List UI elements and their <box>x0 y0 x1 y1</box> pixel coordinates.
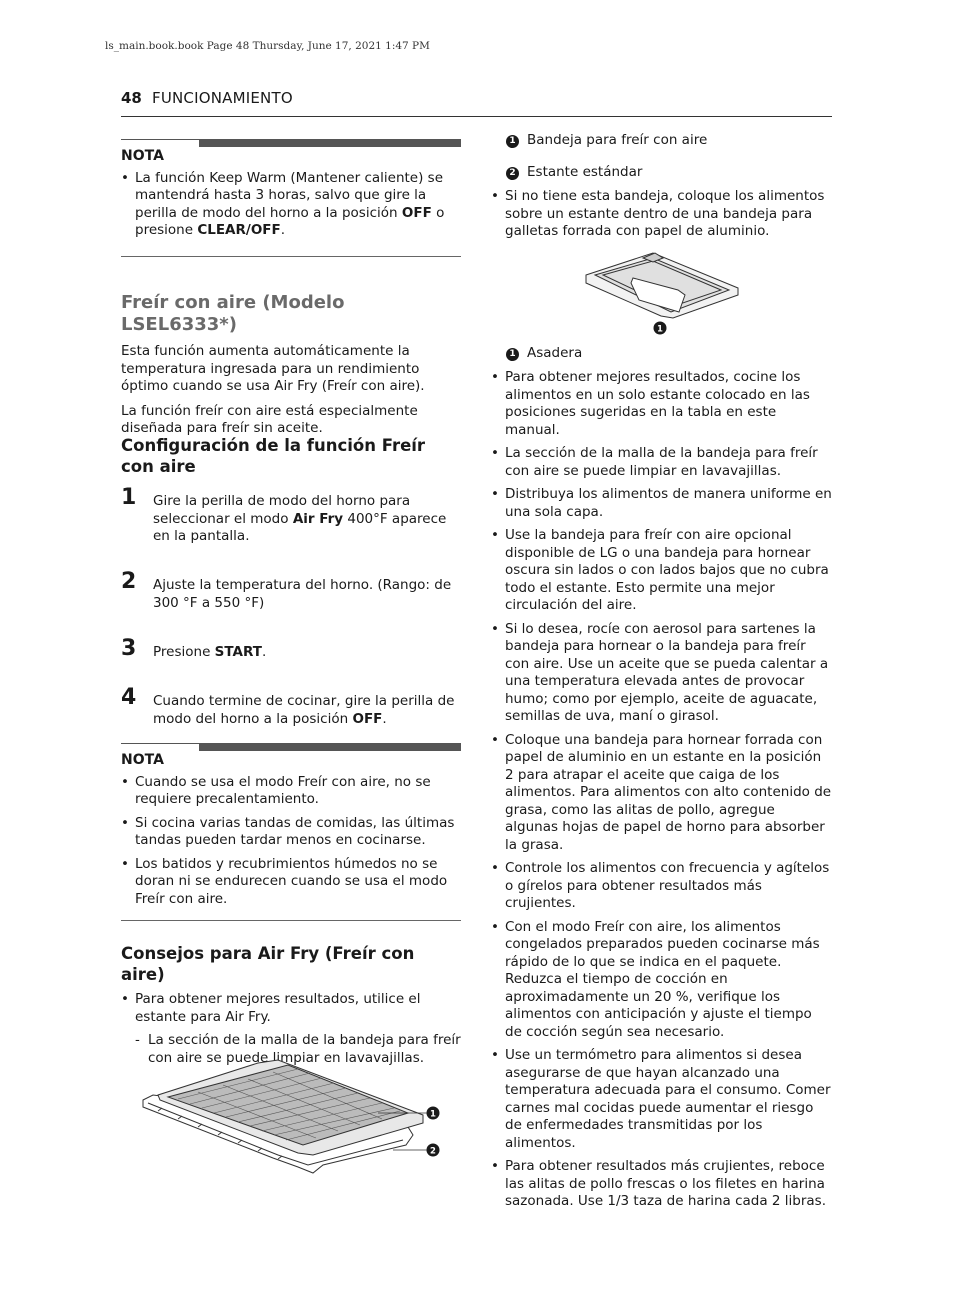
tip-list <box>491 369 832 1211</box>
tip-list <box>491 188 832 241</box>
step-1 <box>121 485 461 546</box>
airfry-tips-list <box>491 369 832 1217</box>
note-list <box>121 774 461 909</box>
note-header-rule <box>121 743 461 752</box>
step-number: 2 <box>121 569 137 594</box>
callout-2-label: 2 <box>430 1146 436 1157</box>
broiler-pan-illustration <box>583 250 743 340</box>
step-text: Cuando termine de cocinar, gire la perilla de modo del horno a la posición OFF. <box>153 693 455 727</box>
tip-item: • Use un termómetro para alimentos si desea asegurarse de que hayan alcanzado una temperatura adecuada para el consumo. Comer carnes mal cocidas puede aumentar el riesgo de enfermedades transmitidas por los alimentos. <box>491 1047 832 1152</box>
no-tray-tip <box>491 188 832 247</box>
legend-number: 1 <box>506 348 519 361</box>
note-item: • Los batidos y recubrimientos húmedos no se doran ni se endurecen cuando se usa el modo Freír con aire. <box>121 856 461 909</box>
section-title: FUNCIONAMIENTO <box>152 89 293 107</box>
airfry-heading: Freír con aire (Modelo LSEL6333*) <box>121 292 345 335</box>
note-box-keep-warm <box>121 139 461 257</box>
tip-item: • La sección de la malla de la bandeja para freír con aire se puede limpiar en lavavajillas. <box>491 445 832 480</box>
tips-section <box>121 943 461 1067</box>
step-text: Ajuste la temperatura del horno. (Rango: de 300 °F a 550 °F) <box>153 577 452 611</box>
legend-label: Bandeja para freír con aire <box>527 132 708 148</box>
legend-label: Estante estándar <box>527 164 643 180</box>
tip-item: • Si no tiene esta bandeja, coloque los alimentos sobre un estante dentro de una bandeja para galletas forrada con papel de aluminio. <box>491 188 832 241</box>
page-number: 48 <box>121 89 142 107</box>
note-text: La función Keep Warm (Mantener caliente) se mantendrá hasta 3 horas, salvo que gire la perilla de modo del horno a la posición <box>135 169 443 221</box>
config-heading <box>121 435 461 477</box>
airfry-section <box>121 292 461 445</box>
note-text: . <box>280 222 286 238</box>
airfry-paragraph-1: Esta función aumenta automáticamente la temperatura ingresada para un rendimiento óptimo cuando se usa Air Fry (Freír con aire). <box>121 343 425 394</box>
note-item <box>121 170 461 240</box>
note-item: • Si cocina varias tandas de comidas, las últimas tandas pueden tardar menos en cocinarse. <box>121 815 461 850</box>
step-text: Gire la perilla de modo del horno para seleccionar el modo Air Fry 400°F aparece en la pantalla. <box>153 493 447 544</box>
callout-1-label: 1 <box>657 324 663 335</box>
step-2 <box>121 569 461 612</box>
tip-item: • Controle los alimentos con frecuencia y agítelos o gírelos para obtener resultados más crujientes. <box>491 860 832 913</box>
tip-item: • Para obtener mejores resultados, cocine los alimentos en un solo estante colocado en las posiciones sugeridas en la tabla en este manual. <box>491 369 832 439</box>
note-list <box>121 170 461 240</box>
step-number: 4 <box>121 685 137 710</box>
legend-air-fry-tray <box>506 132 707 150</box>
step-number: 1 <box>121 485 137 510</box>
tips-list <box>121 991 461 1026</box>
header-divider <box>121 116 832 117</box>
tip-item: • Coloque una bandeja para hornear forrada con papel de aluminio en un estante en la posición 2 para atrapar el aceite que caiga de los alimentos. Para alimentos con alto contenido de grasa, como las alitas de pollo, agregue algunas hojas de papel de horno para absorber la grasa. <box>491 732 832 855</box>
air-fry-tray-illustration <box>138 1055 443 1180</box>
legend-broiler-pan <box>506 345 582 363</box>
note-title: NOTA <box>121 148 164 164</box>
tip-item: • Distribuya los alimentos de manera uniforme en una sola capa. <box>491 486 832 521</box>
tips-heading: Consejos para Air Fry (Freír con aire) <box>121 944 415 984</box>
step-text: Presione START. <box>153 644 267 660</box>
note-item: • Cuando se usa el modo Freír con aire, no se requiere precalentamiento. <box>121 774 461 809</box>
tip-item: • Para obtener resultados más crujientes, reboce las alitas de pollo frescas o los filetes en harina sazonada. Use 1/3 taza de harina cada 2 libras. <box>491 1158 832 1211</box>
legend-number: 1 <box>506 135 519 148</box>
legend-standard-rack <box>506 164 642 182</box>
tips-item: • Para obtener mejores resultados, utilice el estante para Air Fry. <box>121 991 461 1026</box>
note-box-airfry <box>121 743 461 921</box>
note-title: NOTA <box>121 752 164 768</box>
note-bold-off: OFF <box>401 204 432 221</box>
note-text: o presione <box>135 204 445 238</box>
note-bold-clear-off: CLEAR/OFF <box>197 222 281 238</box>
tip-item: • Con el modo Freír con aire, los alimentos congelados preparados pueden cocinarse más rápido de lo que se indica en el paquete. Reduzca el tiempo de cocción en aproximadamente un 20 %, verifique los alimentos con anticipación y ajuste el tiempo de cocción según sea necesario. <box>491 919 832 1042</box>
airfry-paragraph-2: La función freír con aire está especialmente diseñada para freír sin aceite. <box>121 402 418 436</box>
step-number: 3 <box>121 636 137 661</box>
config-heading-text: Configuración de la función Freír con aire <box>121 436 426 476</box>
note-header-rule <box>121 139 461 148</box>
tips-subitem: - La sección de la malla de la bandeja para freír con aire se puede limpiar en lavavajillas. <box>121 1032 461 1067</box>
tip-item: • Si lo desea, rocíe con aerosol para sartenes la bandeja para hornear o la bandeja para freír con aire. Use un aceite que se pueda calentar a una temperatura elevada antes de provocar humo; como por ejemplo, aceite de aguacate, semillas de uva, maní o girasol. <box>491 621 832 726</box>
legend-label: Asadera <box>527 345 583 361</box>
step-3 <box>121 636 461 662</box>
callout-1-label: 1 <box>430 1109 436 1120</box>
file-info: ls_main.book.book Page 48 Thursday, June 17, 2021 1:47 PM <box>105 40 430 52</box>
tip-item: • Use la bandeja para freír con aire opcional disponible de LG o una bandeja para hornear oscura sin lados o con lados bajos que no cubra todo el estante. Esto permite una mejor circulación del aire. <box>491 527 832 615</box>
legend-number: 2 <box>506 167 519 180</box>
step-4 <box>121 685 461 728</box>
